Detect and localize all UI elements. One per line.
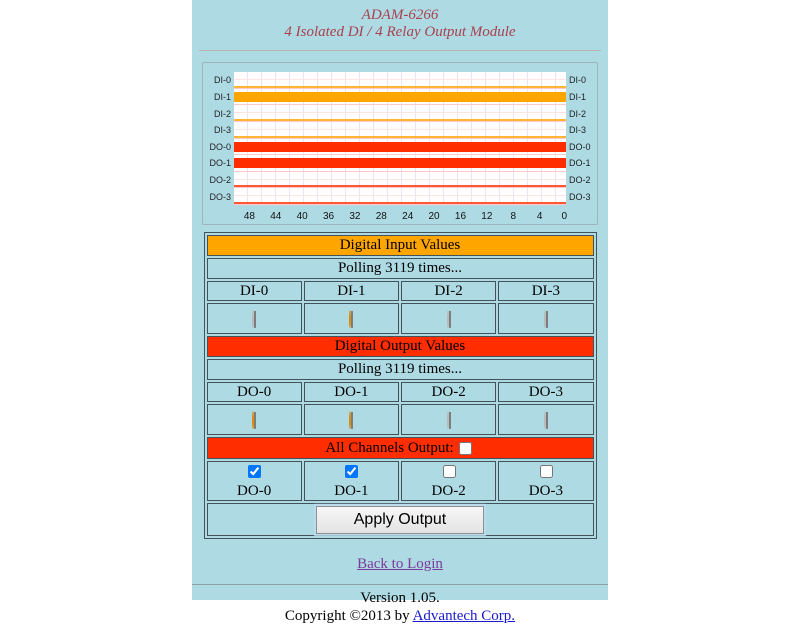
- do2-checkbox-label: DO-2: [431, 483, 466, 499]
- do3-output-checkbox[interactable]: [540, 465, 553, 478]
- apply-output-button[interactable]: Apply Output: [316, 506, 484, 534]
- version-text: Version 1.05.: [360, 590, 440, 606]
- chart-label-di0: DI-0: [213, 75, 231, 86]
- signal-do3: [234, 202, 566, 204]
- do0-output-checkbox[interactable]: [248, 465, 261, 478]
- io-table: [204, 232, 597, 539]
- page-header: [192, 0, 608, 41]
- chart-label-di2: DI-2: [213, 108, 231, 119]
- chart-label-di3: DI-3: [213, 125, 231, 136]
- di1-label: DI-1: [304, 281, 399, 301]
- chart-label-do2: DO-2: [209, 175, 231, 186]
- advantech-link[interactable]: Advantech Corp.: [412, 608, 516, 624]
- di-section-header: Digital Input Values: [207, 235, 594, 256]
- signal-di0: [234, 86, 566, 88]
- do3-bulb-icon: [544, 412, 548, 429]
- all-channels-label: All Channels Output:: [325, 439, 454, 456]
- chart-left-labels: [203, 72, 234, 205]
- di3-bulb-icon: [544, 311, 548, 328]
- di2-label: DI-2: [401, 281, 496, 301]
- do3-checkbox-label: DO-3: [528, 483, 563, 499]
- di0-bulb-icon: [252, 311, 256, 328]
- do1-checkbox-label: DO-1: [334, 483, 369, 499]
- chart-label-do0: DO-0: [209, 141, 231, 152]
- trend-chart-panel: [202, 62, 598, 225]
- do-section-header: Digital Output Values: [207, 336, 594, 357]
- do3-label: DO-3: [498, 382, 593, 402]
- signal-do2: [234, 185, 566, 187]
- chart-label-do1: DO-1: [209, 158, 231, 169]
- do-polling-status: Polling 3119 times...: [207, 359, 594, 380]
- x-axis: 48 44 40 36 32 28 24 20 16 12 8 4 0: [243, 211, 568, 222]
- do2-bulb-icon: [447, 412, 451, 429]
- signal-di3: [234, 136, 566, 138]
- all-channels-output-row: [207, 437, 594, 459]
- signal-plot: [234, 72, 566, 205]
- di0-label: DI-0: [207, 281, 302, 301]
- module-title: ADAM-6266: [361, 7, 439, 23]
- di1-bulb-icon: [349, 311, 353, 328]
- footer-divider: [192, 584, 608, 585]
- di2-bulb-icon: [447, 311, 451, 328]
- chart-label-di1: DI-1: [213, 91, 231, 102]
- page-footer: [192, 589, 608, 625]
- all-channels-checkbox[interactable]: [459, 442, 472, 455]
- back-to-login-link[interactable]: Back to Login: [357, 556, 443, 572]
- page-content: [192, 0, 608, 624]
- do1-bulb-icon: [349, 412, 353, 429]
- chart-label-do3: DO-3: [209, 191, 231, 202]
- do0-bulb-icon: [252, 412, 256, 429]
- do1-output-checkbox[interactable]: [345, 465, 358, 478]
- copyright-line: Copyright ©2013 by Advantech Corp.: [284, 608, 516, 624]
- module-subtitle: 4 Isolated DI / 4 Relay Output Module: [284, 24, 516, 40]
- header-divider: [199, 50, 601, 51]
- do0-checkbox-label: DO-0: [237, 483, 272, 499]
- do2-label: DO-2: [401, 382, 496, 402]
- signal-do1: [234, 158, 566, 168]
- chart-right-labels: DI-0 DI-1 DI-2 DI-3 DO-0 DO-1 DO-2 DO-3: [569, 75, 591, 202]
- do1-label: DO-1: [304, 382, 399, 402]
- do0-label: DO-0: [207, 382, 302, 402]
- signal-di1: [234, 92, 566, 102]
- do2-output-checkbox[interactable]: [443, 465, 456, 478]
- di-polling-status: Polling 3119 times...: [207, 258, 594, 279]
- di3-label: DI-3: [498, 281, 593, 301]
- signal-di2: [234, 119, 566, 121]
- signal-do0: [234, 142, 566, 152]
